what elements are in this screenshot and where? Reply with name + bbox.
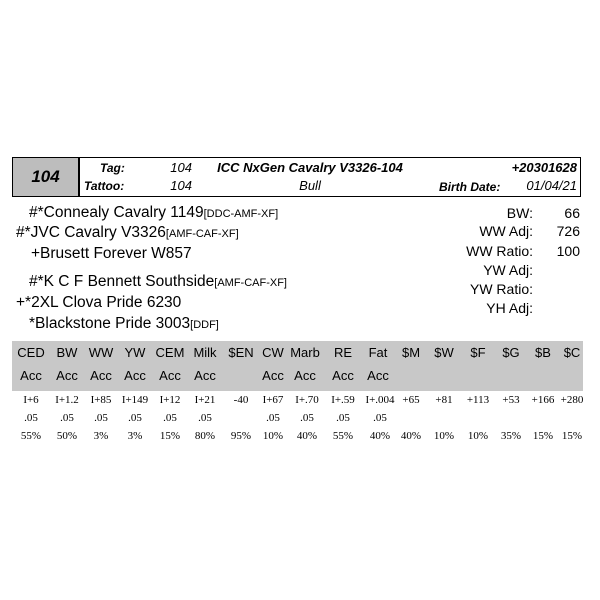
epd-accuracy-cem: .05 — [163, 412, 177, 424]
epd-percentile-cem: 15% — [159, 430, 181, 442]
epd-accuracy-yw: .05 — [128, 412, 142, 424]
epd-acc-label: Acc — [294, 368, 316, 383]
birth-date: 01/04/21 — [526, 178, 577, 193]
animal-name: ICC NxGen Cavalry V3326-104 — [217, 160, 403, 175]
epd-value-ww: I+85 — [90, 394, 112, 406]
epd-value-yw: I+149 — [121, 394, 149, 406]
epd-value-cw: I+67 — [262, 394, 284, 406]
lot-number-box — [13, 158, 80, 196]
epd-acc-label: Acc — [194, 368, 216, 383]
epd-percentile-fat: 40% — [369, 430, 391, 442]
epd-value-m: +65 — [402, 394, 420, 406]
tag-value: 104 — [170, 160, 192, 175]
registry-codes: [AMF-CAF-XF] — [165, 228, 239, 240]
epd-value-ced: I+6 — [23, 394, 39, 406]
epd-accuracy-fat: .05 — [373, 412, 387, 424]
epd-percentile-cw: 10% — [262, 430, 284, 442]
epd-value-w: +81 — [435, 394, 453, 406]
stat-label-bw: BW: — [506, 205, 533, 221]
epd-header-f: $F — [470, 345, 486, 360]
tattoo-label: Tattoo: — [84, 179, 125, 193]
epd-acc-label: Acc — [56, 368, 78, 383]
pedigree-name: #*JVC Cavalry V3326 — [16, 224, 166, 241]
epd-header-fat: Fat — [368, 345, 388, 360]
epd-percentile-milk: 80% — [194, 430, 216, 442]
epd-percentile-w: 10% — [433, 430, 455, 442]
lot-number: 104 — [31, 167, 60, 186]
epd-value-marb: I+.70 — [295, 394, 319, 406]
epd-percentile-b: 15% — [532, 430, 554, 442]
epd-accuracy-ww: .05 — [94, 412, 108, 424]
pedigree-sire-dam — [31, 245, 192, 263]
registry-codes: [DDF] — [190, 319, 219, 331]
stat-label-yh-adj: YH Adj: — [486, 300, 533, 316]
epd-accuracy-ced: .05 — [24, 412, 38, 424]
epd-acc-label: Acc — [332, 368, 354, 383]
epd-value-bw: I+1.2 — [55, 394, 79, 406]
epd-value-en: -40 — [233, 394, 249, 406]
epd-percentile-marb: 40% — [296, 430, 318, 442]
pedigree-name: +*2XL Clova Pride 6230 — [16, 294, 182, 311]
stat-label-ww-ratio: WW Ratio: — [466, 243, 533, 259]
birth-date-label: Birth Date: — [439, 180, 501, 194]
pedigree-sire-sire — [29, 204, 278, 222]
epd-header-milk: Milk — [193, 345, 217, 360]
epd-percentile-c: 15% — [561, 430, 583, 442]
registration-number: +20301628 — [511, 160, 577, 175]
epd-accuracy-milk: .05 — [198, 412, 212, 424]
stat-value-ww-ratio: 100 — [556, 243, 580, 259]
registry-codes: [DDC-AMF-XF] — [203, 208, 279, 220]
epd-value-c: +280 — [560, 394, 584, 406]
pedigree-sire — [16, 224, 239, 242]
epd-percentile-en: 95% — [230, 430, 252, 442]
stat-value-ww-adj: 726 — [556, 223, 580, 239]
epd-percentile-re: 55% — [332, 430, 354, 442]
epd-value-re: I+.59 — [331, 394, 355, 406]
epd-acc-label: Acc — [159, 368, 181, 383]
epd-header-g: $G — [502, 345, 520, 360]
stat-label-ww-adj: WW Adj: — [479, 223, 533, 239]
stat-value-bw: 66 — [564, 205, 580, 221]
stat-label-yw-ratio: YW Ratio: — [469, 281, 533, 297]
pedigree-dam-sire — [29, 273, 287, 291]
epd-header-cw: CW — [262, 345, 284, 360]
pedigree-name: +Brusett Forever W857 — [31, 245, 192, 262]
epd-accuracy-cw: .05 — [266, 412, 280, 424]
epd-header-marb: Marb — [290, 345, 320, 360]
epd-value-fat: I+.004 — [365, 394, 395, 406]
epd-header-cem: CEM — [155, 345, 185, 360]
pedigree-name: *Blackstone Pride 3003 — [29, 315, 191, 332]
epd-percentile-g: 35% — [500, 430, 522, 442]
epd-percentile-ced: 55% — [20, 430, 42, 442]
pedigree-dam-dam — [29, 315, 219, 333]
epd-acc-label: Acc — [367, 368, 389, 383]
epd-percentile-bw: 50% — [56, 430, 78, 442]
epd-header-en: $EN — [228, 345, 254, 360]
epd-header-yw: YW — [124, 345, 146, 360]
epd-header-m: $M — [401, 345, 421, 360]
epd-accuracy-bw: .05 — [60, 412, 74, 424]
epd-value-g: +53 — [502, 394, 520, 406]
tattoo-value: 104 — [170, 178, 192, 193]
pedigree-dam — [16, 294, 181, 312]
epd-header-c: $C — [563, 345, 581, 360]
epd-acc-label: Acc — [90, 368, 112, 383]
epd-value-f: +113 — [466, 394, 490, 406]
stat-label-yw-adj: YW Adj: — [483, 262, 533, 278]
pedigree-name: #*Connealy Cavalry 1149 — [29, 204, 204, 221]
epd-header-b: $B — [535, 345, 551, 360]
epd-header-re: RE — [333, 345, 353, 360]
epd-accuracy-re: .05 — [336, 412, 350, 424]
epd-value-cem: I+12 — [159, 394, 181, 406]
epd-header-ww: WW — [88, 345, 114, 360]
epd-percentile-ww: 3% — [93, 430, 109, 442]
epd-acc-label: Acc — [262, 368, 284, 383]
epd-percentile-yw: 3% — [127, 430, 143, 442]
epd-header-bw: BW — [56, 345, 78, 360]
pedigree-name: #*K C F Bennett Southside — [29, 273, 215, 290]
registry-codes: [AMF-CAF-XF] — [214, 277, 287, 289]
epd-value-b: +166 — [531, 394, 555, 406]
epd-percentile-f: 10% — [467, 430, 489, 442]
animal-sex: Bull — [299, 178, 321, 193]
epd-header-ced: CED — [17, 345, 45, 360]
epd-header-w: $W — [434, 345, 454, 360]
epd-value-milk: I+21 — [194, 394, 216, 406]
tag-label: Tag: — [100, 161, 125, 175]
epd-accuracy-marb: .05 — [300, 412, 314, 424]
epd-acc-label: Acc — [124, 368, 146, 383]
epd-percentile-m: 40% — [400, 430, 422, 442]
epd-acc-label: Acc — [20, 368, 42, 383]
